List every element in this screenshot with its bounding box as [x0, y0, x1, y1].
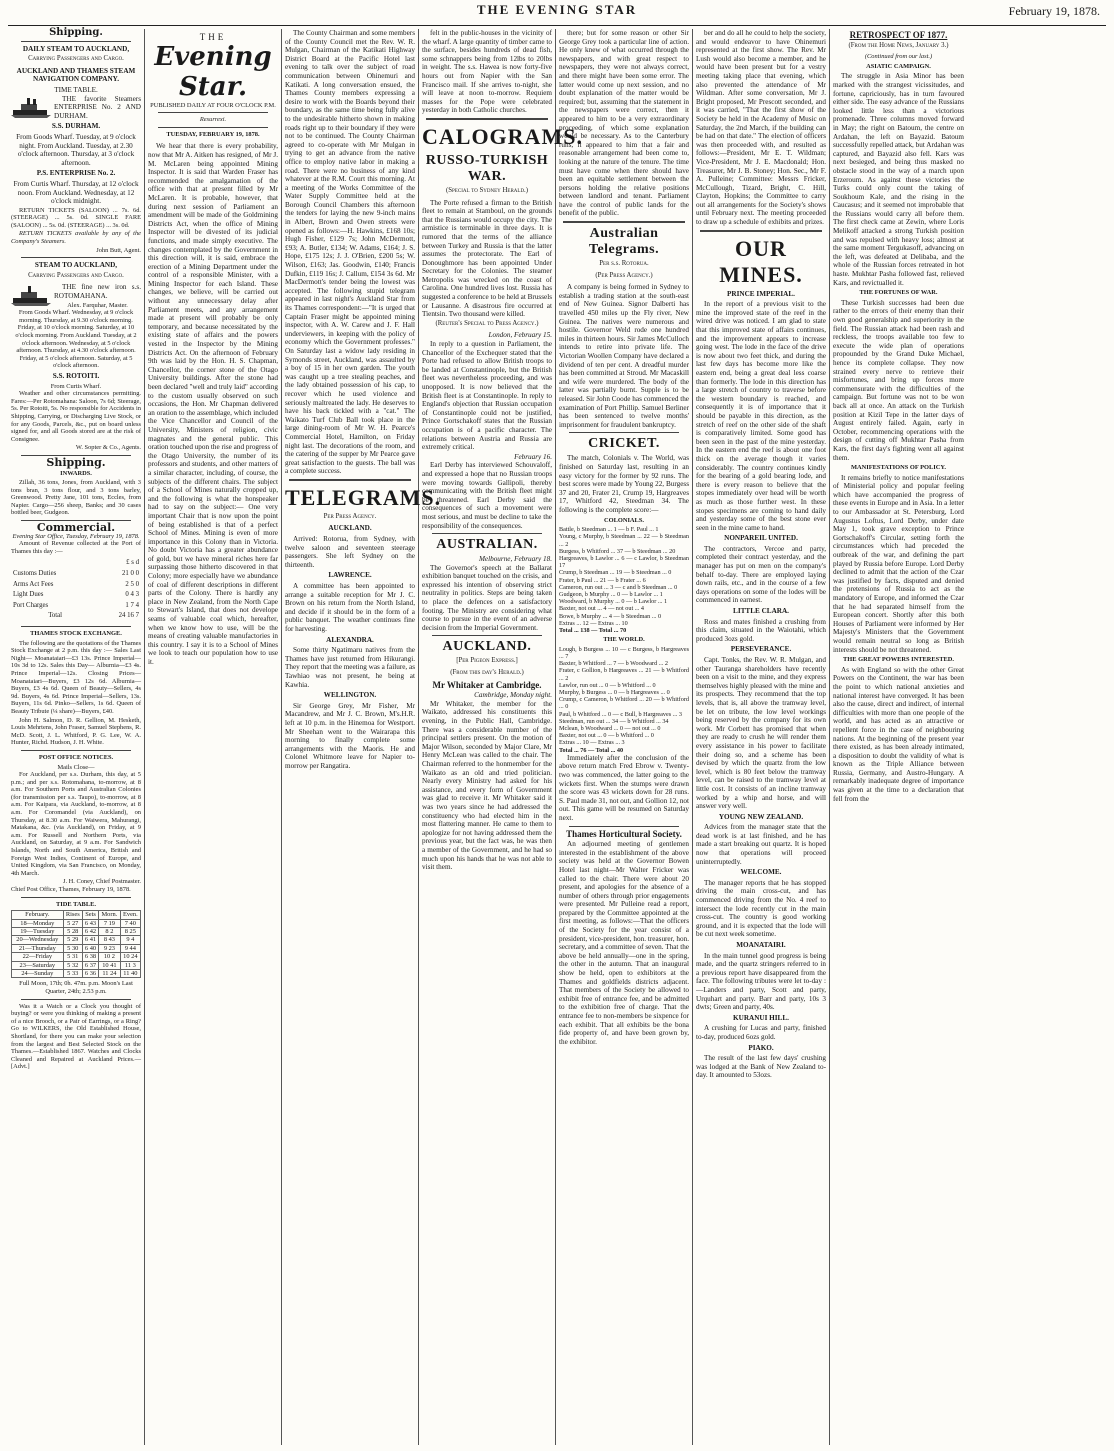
- table-row: 21—Thursday 5 30 6 40 9 23 9 44: [12, 944, 141, 952]
- return-tickets: RETURN TICKETS (SALOON) ... 7s. 6d. (STEERAGE) ... 5s. 0d. SINGLE FARE (SALOON) ... 5s. 0d. (STEERAGE) ... 3s. 0d.: [11, 206, 141, 229]
- list-item: Baxter, not out ... 0 — b Whitford ... 0: [559, 732, 654, 740]
- post-text: For Auckland, per s.s. Durham, this day, at 5 p.m.; and per s.s. Rotomahana, to-morrow, at 8 a.m. For Southern Ports and Australian Colonies (for transmission per s.s. Taupo), to-morrow, at 8 a.m. For Kaipara, via Auckland, to-morrow, at 8 a.m. For Coromandel (via Auckland), on Thursday, at 8.30 a.m. For Waiwera, Mahurangi, Matakana, &c. (via Auckland), on Friday, at 9 a.m. For Russell and Northern Ports, via Auckland, on Saturday, at 9 a.m. For Sandwich Islands, North and South America, British and Foreign West Indies, Continent of Europe, and United Kingdom, via San Francisco, on Monday, 4th March.: [11, 771, 141, 877]
- steam-title-1: DAILY STEAM TO AUCKLAND,: [22, 44, 130, 53]
- world-total: Total ... 76 — Total ... 40: [559, 746, 624, 754]
- column-1: [8, 29, 145, 1445]
- alexandra-heading: ALEXANDRA.: [326, 635, 374, 644]
- powers-text: As with England so with the other Great Powers on the Continent, the war has been the point to which national anxieties and national interest have converged. It has been also the cause, direct and indirect, of internal difficulties with more than one people of the world, and has acted as an attractive or repellent force in the case of neighbouring nations. At the beginning of the present year there existed, as has been already intimated, a disposition to doubt the validity of what is known as the Triple Alliance between Russia, Germany, and Austro-Hungary. A remarkably inadequate degree of importance was given at the time to a declaration that fell from the: [833, 665, 964, 803]
- moanataiari-text: In the main tunnel good progress is being made, and the quartz stringers referred to in a previous report have disappeared from the face. The following tributes were let to-day :—Landers and party, Scott and party, Urquhart and party. Barr and party, 10s 3 dwts; Green and party, 40s.: [696, 951, 826, 1012]
- clara-text: Ross and mates finished a crushing from this claim, situated in the Waiotahi, which produced 3ozs gold.: [696, 617, 826, 643]
- lawrence-text: A committee has been appointed to arrange a suitable reception for Mr J. C. Brown on his return from the North Island, and decide if it should be in the form of a public banquet. The weather continues fine for harvesting.: [285, 582, 415, 633]
- enterprise-text: From Curtis Wharf. Thursday, at 12 o'clock noon. From Auckland. Wednesday, at 12 o'clock midnight.: [13, 179, 139, 206]
- shipping-heading: Shipping.: [46, 455, 106, 469]
- table-row: 24—Sunday 5 33 6 36 11 24 11 40: [12, 970, 141, 978]
- powers-heading: THE GREAT POWERS INTERESTED.: [843, 656, 954, 664]
- kuranui-heading: KURANUI HILL.: [733, 1013, 789, 1022]
- post-sub: Mails Close—: [57, 763, 95, 771]
- wellington-text: Sir George Grey, Mr Fisher, Mr Macandrew, and Mr J. C. Brown, M's.H.R. left at 10 p.m. in the Hinemoa for Westport. Mr Sheehan went to the Wairarapa this morning to finally complete some arrangements with the Maoris. He and Colonel Whitmore leave for Napier to-morrow per Rangatira.: [285, 701, 415, 770]
- cricket-text: The match, Colonials v. The World, was finished on Saturday last, resulting in an easy victory for the former by 92 runs. The best scores were made by Young 22, Burgess 37 and 20, Frater 21, Crump 19, Hargreaves 17, Whitford 42, Steedman 34. The following is the complete score:—: [559, 454, 689, 514]
- list-item: Lough, b Burgess ... 10 — c Burgess, b Hargreaves ... 7: [559, 645, 689, 660]
- col4-top-body: felt in the public-houses in the vicinity of the wharf. A large quantity of timber came to the surface, besides hundreds of dead fish, some schnappers being from 12lbs to 20lbs in weight. The s.s. Hawea is now forty-five hours out from Napier with the San Francisco mail. If she arrives to-night, she will leave at noon to-morrow. Requiem masses for the Pope were celebrated yesterday in both Catholic churches.: [422, 29, 552, 115]
- rotoiti-heading: S.S. ROTOITI.: [52, 371, 100, 380]
- table-row: 23—Saturday 5 32 6 37 10 41 11 3: [12, 961, 141, 969]
- aus-tel-sub2: (Per Press Agency.): [595, 271, 653, 279]
- piako-heading: PIAKO.: [748, 1043, 774, 1052]
- exchange-text: The following are the quotations of the Thames Stock Exchange at 2 p.m. this day :— Sales Last Night— Moanataiari—£3 13s. Prince Imperial—10s 3d to 12s. Sales this Day— Alburnia—£3 4s. Prince Imperial—12s. Closing Prices— Moanataiari—Buyers, £3 12s 6d. Alburnia—Buyers, £3 4s 6d. Queen of Beauty—Sellers, 4s 9d. Buyers, 4s 6d. Prince Imperial—Sellers, 13s. Buyers, 11s 6d. Pinko—Sellers, 1s 6d. Queen of Beauty Tribute (¼ share)—Buyers, £40.: [11, 639, 141, 715]
- prince-heading: PRINCE IMPERIAL.: [727, 289, 795, 298]
- masthead: [148, 33, 278, 138]
- young-nz-heading: YOUNG NEW ZEALAND.: [718, 812, 804, 821]
- auckland-text: Arrived: Rotorua, from Sydney, with twelve saloon and seventeen steerage passengers. She left Sydney on the thirteenth.: [285, 535, 415, 569]
- kuranui-text: A crushing for Lucas and party, finished to-day, produced 6ozs gold.: [696, 1024, 826, 1041]
- list-item: Young, c Murphy, b Steedman ... 22 — b Steedman ... 2: [559, 533, 689, 548]
- nonpareil-heading: NONPAREIL UNITED.: [724, 534, 798, 543]
- header-date: February 19, 1878.: [1008, 4, 1100, 18]
- telegrams-sub: Per Press Agency.: [323, 512, 377, 520]
- russo-sub: (Special to Sydney Herald.): [445, 186, 529, 194]
- col6-top-body: ber and do all he could to help the society, and would endeavor to have Ohinemuri represented at the first show. The Rev. Mr Lush would also become a member, and he would have been present but for a vestry meeting taking place that evening, which also prevented the attendance of Mr Wildman. After some conversation, Mr J. Bright proposed, Mr Prescott seconded, and it was carried, "That the first show of the Society be held in the Academy of Music on Saturday, the 2nd March, if the building can be had on that date." The election of officers was then proceeded with, and resulted as follows:—President, Mr E. T. Wildman; Vice-President, Mr J. E. Macdonald; Hon. Treasurer, Mr J. B. Stoney; Hon. Sec., Mr F. A. Pulleine; Committee: Messrs Fricker, McCullough, Tizard, Bright, C. Hill, Clayton, Hopkins; the Committee to carry out all arrangements for the Society's shows until February next. The meeting proceeded to draw up a schedule of exhibits and prizes.: [696, 29, 826, 227]
- retrospect-heading: RETROSPECT OF 1877.: [849, 30, 948, 40]
- revenue-table: [11, 557, 141, 623]
- piako-text: The result of the last few days' crushing was lodged at the Bank of New Zealand to-day. It amounted to 53ozs.: [696, 1054, 826, 1080]
- list-item: Baxter, b Whitford ... 7 — b Woodward ... 2: [559, 660, 669, 668]
- colonials-score: [559, 526, 689, 634]
- cambridge-text: Mr Whitaker, the member for the Waikato, addressed his constituents this evening, in the Public Hall, Cambridge. There was a considerable number of the principal settlers present. On the motion of Major Wilson, seconded by Major Clare, Mr Henry McLean was called to the chair. The Chairman referred to the honmember for the Waikato as an old and tried politician. Nearly every Ministry had asked for his assistance, and every form of Government was glad to receive it. Mr Whitaker said it was two years since he had addressed the constituency who had elected him in the most flattering manner. He came to them to apologize for not having addressed them the previous year, but the fact was, he was then a member of the Government, and he had so much upon his hands that he was not able to visit them.: [422, 699, 552, 872]
- feb16-date: February 16.: [514, 452, 552, 461]
- fortunes-heading: THE FORTUNES OF WAR.: [859, 289, 938, 297]
- commercial-heading: Commercial.: [36, 521, 116, 535]
- list-item: Extras ... 12 — Extras ... 10: [559, 619, 628, 627]
- australian-telegrams-heading: Australian Telegrams.: [588, 226, 660, 258]
- nonpareil-text: The contractors, Vercoe and party, completed their contract yesterday, and the manager has put on men on the company's behalf to-day. There are employed laying down rails, etc., and in the course of a few days operations on some of the lodes will be commenced in earnest.: [696, 544, 826, 605]
- cambridge-date: Cambridge, Monday night.: [474, 691, 552, 700]
- asiatic-text: The struggle in Asia Minor has been marked with the strangest vicissitudes, and fortune, capriciously, has in turn favoured either side. The easy advance of the Russians looked little less than a victorious promenade. Three columns moved forward in May; the right on Batoum, the centre on Ardahan, the left on Bayazid. Batoum successfully repelled attack, but Ardahan was captured, and Bayazid also fell. Kars was next besieged, and being thus masked no obstacle stood in the way of a march upon Erzeroum. As against these victories the Turks could only count the taking of Soukhoum Kale, and the rising in the Caucasus; and it seemed not improbable that the Russians would carry all before them. The first check came at Zewin, where Loris Melikoff attacked a strong Turkish position and was repulsed with heavy loss; almost at the same moment Tergukasoff, advancing on the left, was defeated at Delibaba, and the whole of the Russian forces retreated in hot haste. Mukhtar Pasha followed fast, relieved Kars, and revictualled it.: [833, 72, 964, 287]
- list-item: Cameron, run out ... 3 — c and b Steedman ... 0: [559, 583, 678, 591]
- enterprise-heading: P.S. ENTERPRISE No. 2.: [36, 169, 116, 178]
- feb16-text: Earl Derby has interviewed Schouvaloff, and expressed a hope that no Russian troops were moving towards Gallipoli, thereby communicating with the British fleet might be threatened. Earl Derby said the consequences of such a movement were most serious, and must be decline to take the responsibility of the consequences.: [422, 461, 552, 530]
- list-item: Crump, c Cameron, b Whitford ... 20 — b Whitford ... 0: [559, 696, 689, 711]
- list-item: Murphy, b Burgess ... 0 — b Hargreaves ... 0: [559, 688, 670, 696]
- return-note: RETURN TICKETS available by any of the Company's Steamers.: [11, 230, 141, 246]
- column-5: [556, 29, 693, 1445]
- wellington-heading: WELLINGTON.: [323, 691, 377, 700]
- tide-table: February. Rises Sets Morn. Even. 18—Monday 5 27 6 43 7 19 7 40 19—Tuesday 5 28 6 42 8 2 8 25 20—Wednesday 5 29 6 41 8 43 9 4 21—Thursday 5 30 6 40 9 23 9 44 22—Friday 5 31 6 38 10 2 10 24 23—Saturday 5 32 6 37 10 41 11 3 24—Sunday 5 33 6 36 11 24 11 40: [11, 910, 141, 978]
- prince-text: In the report of a previous visit to the mine the improved state of the reef in the wired drive was noticed. I am glad to state that this improved state of affairs continues, and the improvement appears to increase going west. The lode in the face of the drive is now about two feet thick, and during the last few days has become more like the eastern end, being a great deal less coarse than formerly. The lode in this direction has a large stretch of country to traverse before the western boundary is reached, and consequently it is of importance that it should be payable in this direction, as the stretch of reef on the other side of the shaft is comparatively limited. Some good has been seen in the past of the mine yesterday. In the eastern end the reef is about one foot thick on the average though it varies considerably. The country continues kindly for the bearing of a gold bearing lode, and there is every reason to believe that the stopes immediately over head will be worth as much as those further west. In these stopes specimens are coming to hand daily and yesterday some of the best stone ever seen in the mine came to hand.: [696, 300, 826, 532]
- local-news-body: The County Chairman and some members of the County Council met the Rev. W. R. Mulgan, Chairman of the Katikati Highway District Board at the Pacific Hotel last evening to talk over the subject of road communication between Ohinemuri and Katikati. A long conversation ensued, the Thames County members expressing a desire to work with the Boards beyond their boundary, as the same time being fully alive to the undesirable hitherto shown in making roads right up to their boundary if they were not to be continued. The County Chairman agreed to co-operate with Mr Mulgan in trying to get an advance from the native office to employ native labor in making a road. There were no business of any kind whatever at the R.M. Court this morning. At a meeting of the Works Committee of the Water Supply Committee held at the Borough Council Chambers this afternoon the tenders for laying the new 9-inch mains in Albert, Brown and Owen streets were opened as follows:—H. Hawkins, £168 10s; Hugh Fisher, £129 7s; John McDermott, £93; A. Butler, £134; W. Adams, £164; J. S. Hope, £175 12s; J. J. O'Brien, £200 5s; W. Wilson, £163; Jas. Goodwin, £140; Francis Dufkin, £119 16s; J. Callum, £154 3s 6d. Mr MacDermott's tender being the lowest was accepted. The following stupid telegram appeared in last night's Auckland Star from its Thames correspondent:—"It is urged that Captain Fraser might be appointed mining inspector, with A. W. Carew and J. F. Hall underviewers, in keeping with the policy of economy which the Government professes." On Saturday last a widow lady residing in Symonds street, Auckland, was assaulted by a boy of 15 in her own garden. The youth was caught up a tree stealing peaches, and the lady obtained possession of his cap, to recover which he used violence and seriously maltreated the lady. He deserves to have his back tickled with a "cat." The Waikato Turf Club Ball took place in the large dining-room of Mr W. H. Pearce's Commercial Hotel, Hamilton, on Friday night last. The decorations of the room, and the catering of the supper by Mr Pearce gave great satisfaction to the guests. The ball was a complete success.: [285, 29, 415, 476]
- list-item: Crump, b Steedman ... 19 — b Steedman ... 0: [559, 569, 672, 577]
- issue-date: TUESDAY, FEBRUARY 19, 1878.: [166, 130, 260, 138]
- header-title: THE EVENING STAR: [476, 2, 638, 17]
- asiatic-heading: ASIATIC CAMPAIGN.: [866, 62, 931, 70]
- brokers-list: John H. Salmon, D. R. Gellion, M. Hesketh, Louis Mehrtens, John Fraser, Samuel Stephens, R. McD. Scott, J. L. Whitford, P. G. Lee, W. A. Hunter, Richd. Hudson, J. H. White.: [11, 716, 141, 747]
- list-item: Lawlor, run out ... 0 — b Whitford ... 0: [559, 681, 656, 689]
- list-item: Extras ... 10 — Extras ... 3: [559, 739, 625, 747]
- time-table-label: TIME TABLE.: [54, 85, 98, 94]
- young-nz-text: Advices from the manager state that the dead work is at last finished, and he has made a start breaking out quartz. It is hoped now that operations will proceed uninterruptedly.: [696, 823, 826, 866]
- australian-heading: AUSTRALIAN.: [436, 537, 538, 553]
- table-row: Total 24 16 7: [48, 612, 139, 620]
- postmaster: J. H. Coney, Chief Postmaster.: [62, 878, 141, 886]
- page-header: [8, 4, 1106, 26]
- steam-sub-2: Carrying Passengers and Cargo.: [28, 271, 124, 279]
- durham-heading: S.S. DURHAM.: [51, 122, 101, 131]
- weather-text: Weather and other circumstances permitting. Fares:—Per Rotomahana: Saloon, 7s 6d; Steerage, 5s. Per Rotoiti, 5s. No responsible for Accidents in Shipping, Carrying, or Discharging Live Stock, or for any Goods, Parcels, &c., put on board unless signed for, and all Goods stored are at the risk of Consignee.: [11, 390, 141, 443]
- melbourne-text: The Governor's speech at the Ballarat exhibition banquet touched on the crisis, and expressed his intention of observing strict neutrality in politics. Steps are being taken to place the defences on a satisfactory footing. The Ministry are considering what course to pursue in the event of an adverse decision from the Imperial Government.: [422, 563, 552, 632]
- lawrence-heading: LAWRENCE.: [328, 571, 372, 580]
- list-item: Baxter, not out ... 4 — not out ... 4: [559, 605, 644, 613]
- table-row: 22—Friday 5 31 6 38 10 2 10 24: [12, 953, 141, 961]
- horticultural-heading: Thames Horticultural Society.: [566, 828, 682, 839]
- rotomahana-intro: THE fine new iron s.s. ROTOMAHANA.: [54, 283, 141, 301]
- moanataiari-heading: MOANATAIRI.: [736, 941, 786, 949]
- whitaker-heading: Mr Whitaker at Cambridge.: [432, 679, 542, 690]
- column-2: [145, 29, 282, 1445]
- russo-turkish-heading: RUSSO-TURKISH WAR.: [425, 152, 549, 184]
- rotomahana-master: Alex. Farquhar, Master.: [67, 301, 128, 309]
- our-mines-heading: OUR MINES.: [719, 235, 803, 287]
- list-item: Bowe, b Murphy ... 4 — b Steedman ... 0: [559, 612, 662, 620]
- agents-name: W. Sopter & Co., Agents.: [75, 444, 141, 452]
- auckland-heading: AUCKLAND.: [328, 524, 372, 533]
- company-name: AUCKLAND AND THAMES STEAM NAVIGATION COMPANY.: [16, 66, 136, 84]
- welcome-heading: WELCOME.: [740, 868, 782, 877]
- retrospect-continued: (Continued from our last.): [864, 53, 933, 61]
- table-row: 18—Monday 5 27 6 43 7 19 7 40: [12, 919, 141, 927]
- inwards-text: Zillah, 36 tons, Jones, from Auckland, with 3 tons bran, 3 tons flour, and 3 tons barley, Greenwood. Pretty Jane, 101 tons, Eccles, from Napier. Cargo—256 sheep, Banks; and 30 cases bottled beer, Gudgeon.: [11, 479, 141, 517]
- horticultural-text: An adjourned meeting of gentlemen interested in the establishment of the above society was held at the Governor Bowen Hotel last night—Mr Walter Fricker was called to the chair. There were about 20 present, and apologies for the absence of a number of others through prior engagements were presented. Mr Pulleine read a report, prepared by the Committee appointed at the first meeting, as follows:—That the officers of the Society for the year consist of a president, vice-president, hon. treasurer, hon. secretary, and a committee of seven. That the above be held annually—one in the spring, the other in the autumn. That an inaugural show be held, open to exhibitors at the Thames and goldfields districts adjacent. That members of the Society be allowed to exhibit free of entrance fee, and be admitted to the exhibition free of charge. That the entrance fee to non-members be sixpence for each exhibit. That all exhibits be the bona fide property of, and have been grown by, the exhibitor.: [559, 840, 689, 1046]
- commercial-office: Evening Star Office, Tuesday, February 19, 1878.: [12, 532, 140, 540]
- pigeon-sub: [Per Pigeon Express.]: [456, 657, 518, 665]
- rotomahana-text: From Goods Wharf. Wednesday, at 9 o'clock morning. Thursday, at 9.30 o'clock morning. Friday, at 10 o'clock morning. Saturday, at 10 o'clock morning. From Auckland. Tuesday, at 2 o'clock afternoon. Wednesday, at 5 o'clock afternoon. Thursday, at 4.30 o'clock afternoon. Friday, at 5 o'clock afternoon. Saturday, at 5 o'clock afternoon.: [15, 309, 137, 370]
- masthead-the: THE: [199, 32, 227, 42]
- list-item: Battle, b Steedman ... 1 — b F. Paul ... 1: [559, 526, 659, 534]
- melbourne-date: Melbourne, February 18.: [478, 555, 552, 564]
- moon-note: Full Moon, 17th; 0h. 47m. p.m. Moon's Last Quarter, 24th; 2.53 p.m.: [19, 980, 133, 996]
- list-item: Paul, b Whitford ... 0 — c Bull, b Hargreaves ... 3: [559, 710, 682, 718]
- table-row: Arms Act Fees 2 5 0: [13, 580, 139, 588]
- calograms-heading: CALOGRAMS.: [422, 123, 583, 149]
- durham-text: From Goods Wharf. Tuesday, at 9 o'clock night. From Auckland. Tuesday, at 2.30 o'clock afternoon. Thursday, at 3 o'clock afternoon.: [16, 132, 136, 167]
- alexandra-text: Some thirty Ngatimaru natives from the Thames have just returned from Hikurangi. They report that the meeting was a failure, as Tawhiao was not present, he being at Kawhia.: [285, 646, 415, 689]
- steam-title-2: STEAM TO AUCKLAND,: [34, 261, 118, 270]
- list-item: Gudgeon, b Murphy ... 0 — b Lawlor ... 1: [559, 590, 663, 598]
- list-item: Mclean, b Woodward ... 0 — not out ... 0: [559, 724, 661, 732]
- auckland-heading-2: AUCKLAND.: [442, 639, 532, 655]
- motto: Resurrexi.: [199, 116, 227, 124]
- retrospect-sub: (From the Home News, January 3.): [848, 41, 949, 49]
- reuter-sub: (Reuter's Special to Press Agency.): [435, 319, 539, 327]
- manifest-heading: MANIFESTATIONS OF POLICY.: [851, 464, 946, 472]
- table-row: 19—Tuesday 5 28 6 42 8 2 8 25: [12, 928, 141, 936]
- list-item: Frater, b Paul ... 21 — b Frater ... 6: [559, 576, 646, 584]
- column-6: [693, 29, 830, 1445]
- list-item: Burgess, b Whitford ... 37 — b Steedman ... 20: [559, 547, 676, 555]
- aus-tel-text: A company is being formed in Sydney to establish a trading station at the south-east end of New Guinea. Signor Dalberti has travelled 450 miles up the Fly river, New Guinea. The natives were numerous and hostile. Governor Weld rode one hundred miles in thirteen hours. Sir James McCulloch intends to retire into private life. The Victorian Woollen Company have declared a dividend of ten per cent. A dreadful murder has been committed at Stroud. Mr Macaskill and wife were murdered. The body of the latter was partially burnt. Supple is to be released. Sir John Coode has commenced the examination of Port Phillip. Samuel Berliner has been sentenced to twelve months' imprisonment for fraudulent bankruptcy.: [559, 283, 689, 429]
- watch-advert: Was it a Watch or a Clock you thought of buying? or were you thinking of making a present of a nice Brooch, or a Pair of Earrings, or a Ring? Go to WILKERS, the Old Established House, Shortland, for there you can make your selection from the largest and Best Selected Stock on the Thames.—Established 1867. Watches and Clocks Cleaned and Repaired at Auckland Prices.—[Advt.]: [11, 1002, 141, 1071]
- column-4: [419, 29, 583, 1445]
- russo-text: The Porte refused a firman to the British fleet to remain at Stamboul, on the grounds that the Russians would occupy the city. The armistice is terminable in three days. It is rumored that the terms of the alliance between Turkey and Russia is that the latter assumes the protectorate. The Earl of Donoughmore has been appointed Under Secretary for the Colonies. The steamer Metropolis was wrecked on the coast of Carolina. One hundred lives lost. Russia has suggested a conference to be held at Brussels or Lausanne. A disastrous fire occurred at Tientsin. Two thousand were killed.: [422, 198, 552, 319]
- revenue-cols: £ s d: [126, 559, 139, 567]
- tide-heading: TIDE TABLE.: [56, 900, 96, 908]
- table-row: Port Charges 1 7 4: [13, 601, 139, 609]
- colonials-heading: COLONIALS.: [604, 516, 644, 524]
- published-line: PUBLISHED DAILY AT FOUR O'CLOCK P.M.: [150, 101, 276, 109]
- list-item: Frater, c Gollion, b Hargreaves ... 21 — b Whitford ... 2: [559, 667, 689, 682]
- colonials-total: Total ... 138 — Total ... 70: [559, 626, 627, 634]
- steamer-icon: [11, 96, 51, 118]
- perseverance-heading: PERSEVERANCE.: [730, 645, 792, 654]
- aus-tel-sub1: Per s.s. Rotorua.: [599, 260, 649, 268]
- list-item: Steedman, run out ... 34 — b Whitford ... 34: [559, 717, 669, 725]
- post-heading: POST OFFICE NOTICES.: [38, 753, 114, 761]
- shipping-top-heading: Shipping.: [49, 27, 103, 38]
- revenue-intro: Amount of Revenue collected at the Port of Thames this day :—: [11, 540, 141, 555]
- telegrams-heading: TELEGRAMS.: [285, 484, 442, 510]
- london-date: London, February 15.: [488, 331, 552, 340]
- manifest-text: It remains briefly to notice manifestations of Ministerial policy and popular feeling which have accompanied the progress of these events in Europe and in Asia. In a letter to our Ambassador at St. Petersburg, Lord Augustus Loftus, Lord Derby, under date May 1, took grave exception to Prince Gortschakoff's Circular, setting forth the circumstances which had preceded the outbreak of the war, and defining the part played by Russia before Europe. Lord Derby declined to admit that the action of the Czar was justified by facts, disputed and denied the pretensions of Russia to act as the mandatory of Europe, and informed the Czar that he had separated himself from the European concert. Shortly after this both Houses of Parliament were informed by Her Majesty's Ministers that the Government would remain neutral so long as British interests should be not threatened.: [833, 473, 964, 654]
- inwards-heading: INWARDS.: [60, 469, 92, 477]
- masthead-title: Evening Star.: [154, 41, 272, 102]
- agent-name: John Butt, Agent.: [96, 246, 141, 254]
- perseverance-text: Capt. Tonks, the Rev. W. R. Mulgan, and other Tauranga shareholders have recently been on a visit to the mine, and they express themselves highly pleased with the mine and its prospects. They recommend that the top levels, that is, all above the tramway level, be let on tribute, the low level workings being reserved by the company for its own work. Mr Corbett has promised that when they are ready to crush he will render them every assistance in his power to facilitate their doing so, and a scheme has been devised by which the quartz from the low level, which is 80 feet below the tramway level, can be raised to the tramway level at little cost. It consists of an incline tramway worked by a whip and horse, and will answer very well.: [696, 656, 826, 811]
- cricket-after: Immediately after the conclusion of the above return match Fred Ebrow v. Twenty-two was commenced, the latter going to the wickets first. When the stumps were drawn the score was 43 wickets down for 28 runs. S. Paul made 31, not out, and Gollion 12, not out. This game will be resumed on Saturday next.: [559, 753, 689, 822]
- world-score: [559, 646, 689, 754]
- world-heading: THE WORLD.: [603, 636, 645, 644]
- editorial-body: We hear that there is every probability, now that Mr A. Aitken has resigned, of Mr J. M. McLaren being appointed Mining Inspector. It is said that Warden Fraser has recommended the amalgamation of the office with that at present filled by Mr McLaren. It is probable, however, that during next session of Parliament an amendment will be made of the Goldmining Districts Act, when the office of Mining Inspector will be divested of its judicial functions, and made simply executive. The changes contemplated by the Government in this direction will, it is said, embrace the erection of a Mining Department under the control of a responsible Minister, with a Mining Inspector for each Island. These changes, we believe, will be carried out without any unnecessary delay after Parliament meets, and any arrangement made at present will probably be only temporary, and because necessitated by the existing state of affairs and the powers vested in the Inspector by the Mining Districts Act. On the afternoon of February 9th was laid by the Hon. H. S. Chapman, Chancellor, the corner stone of the Otago University buildings. After the stone had been declared "well and truly laid" according to the custom usually observed on such occasions, the Hon. Mr Chapman delivered an oration to the assemblage, which included the Vice Chancellor and Council of the University, Ministers of religion, civic magnates and the general public. This oration touched upon the rise and progress of the Otago University, the number of its professors and students, and other matters of a similar character, including, of course, the subjects of the different chairs. The subject of a School of Mines naturally cropped up, and the following is what the honspeaker had to say on the subject:— One very important Chair that is now upon the point of being established is that of a perfect School of Mines. Mining is even of more importance in this Colony than in Victoria. No doubt Victoria has a greater abundance of gold, but we have mineral riches here far surpassing those hitherto discovered in that Colony; more especially have we abundance of coal of different descriptions in different parts of the Colony. There is hardly any place in New Zealand, from the North Cape to Stewart's Island, that does not develope seams of valuable coal which, hereafter, when we know how to use, will be the means of creating valuable manufactories in this country. I say it is to a School of Mines we look to teach our population how to use it.: [148, 142, 278, 666]
- list-item: Hargreaves, b Lawlor ... 6 — c Lawlor, b Steedman 17: [559, 554, 689, 570]
- list-item: Woodward, b Murphy ... 0 — b Lawlor ... 1: [559, 598, 668, 606]
- post-office: Chief Post Office, Thames, February 19, 1878.: [11, 886, 131, 893]
- table-row: Light Dues 0 4 3: [13, 591, 139, 599]
- steamer-icon: [11, 284, 51, 306]
- clara-heading: LITTLE CLARA.: [733, 607, 789, 616]
- rotoiti-text: From Curtis Wharf.: [50, 382, 102, 390]
- column-7: [830, 29, 967, 1445]
- col5-top-body: there; but for some reason or other Sir George Grey took a particular line of action. He only knew of what occurred through the newspapers, and with great respect to newspapers, they were not always correct, and there might have been some error. The latter would come up next session, and no doubt explanation of the matter would be required; but, assuming that the statement in the newspapers were correct, then it appeared to him to be a very extraordinary proceeding, of which some explanation would be necessary. As to the Canterbury runs, it appeared to him that a fair and reasonable arrangement had been come to, looking at the nature of the tenure. The time must have come when there should have been an equitable settlement between the persons holding the relative positions between landlord and tenant. Parliament have the control of public lands for the benefit of the public.: [559, 29, 689, 218]
- column-3: [282, 29, 442, 1445]
- table-row: Customs Duties 21 0 0: [13, 570, 139, 578]
- steam-sub-1: Carrying Passengers and Cargo.: [28, 55, 124, 63]
- london-text: In reply to a question in Parliament, the Chancellor of the Exchequer stated that the Porte had refused to allow British troops to be landed at Constantinople, but the British fleet was nevertheless proceeding, and was unopposed. It is now believed that the British fleet is at Constantinople. In reply to England's objection that Russian occupation of Constantinople could not be justified, Prince Gortschakoff states that the Russian occupation is of a pacific character. The relations between Austria and Russia are extremely critical.: [422, 340, 552, 452]
- exchange-heading: THAMES STOCK EXCHANGE.: [30, 630, 122, 637]
- fortunes-text: These Turkish successes had been due rather to the errors of their enemy than their own good generalship and superiority in the field. The Russian attack had been rash and reckless, the troops available too few to execute the wide plan of operations propounded by the Grand Duke Michael, hence its complete collapse. They now strained every nerve to retrieve their misfortunes, and bring up forces more commensurate with the difficulties of the campaign. But fortune was not to be won back all at once. An attack on the Turkish position at Kizil Tepe in the latter days of August entirely failed. Again, early in October, recommencing operations with the design of cutting off Mukhtar Pasha from Kars, the first day's fighting went all against them.: [833, 298, 964, 462]
- table-row: 20—Wednesday 5 29 6 41 8 43 9 4: [12, 936, 141, 944]
- cricket-heading: CRICKET.: [588, 436, 660, 452]
- herald-sub: (From this day's Herald.): [450, 669, 524, 677]
- favorite-steamers: THE favorite Steamers ENTERPRISE No. 2 AND DURHAM.: [54, 94, 141, 120]
- welcome-text: The manager reports that he has stopped driving the main cross-cut, and has commenced driving from the No. 4 reef to intersect the lode recently cut in the main cross-cut. The country is good working ground, and it is expected that the lode will be cut next week sometime.: [696, 878, 826, 939]
